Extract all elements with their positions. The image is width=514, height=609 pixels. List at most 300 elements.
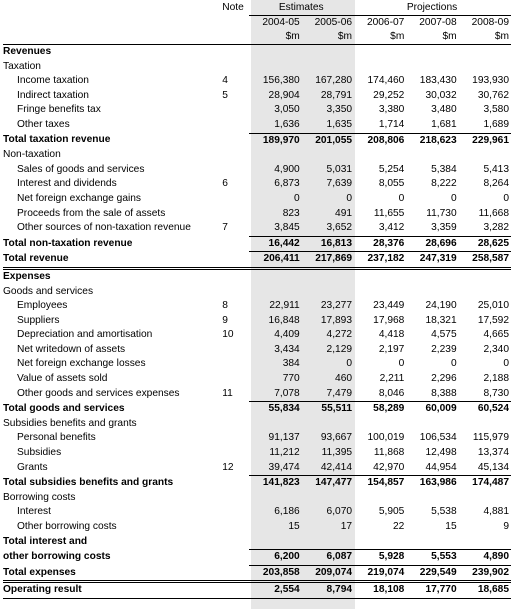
cell-value: 28,625	[459, 236, 511, 252]
cell-value	[302, 268, 354, 284]
row-label: Indirect taxation	[17, 89, 89, 101]
cell-value: 156,380	[262, 75, 300, 87]
cell-value: 39,474	[268, 461, 300, 473]
row-label: Total interest and	[3, 535, 88, 547]
cell-value: 4,272	[326, 329, 353, 341]
cell-value: 3,580	[483, 104, 509, 116]
cell-value: 106,534	[419, 432, 457, 444]
row-label: Sales of goods and services	[17, 163, 145, 175]
cell-value	[249, 417, 301, 432]
table-row	[3, 520, 511, 535]
row-note	[214, 103, 249, 118]
row-label: Net foreign exchange gains	[17, 192, 142, 204]
row-label: Taxation	[3, 60, 41, 72]
row-label: Non-taxation	[3, 149, 61, 161]
row-note	[214, 491, 249, 506]
cell-value: 11,730	[426, 207, 457, 219]
row-label: Operating result	[3, 582, 214, 599]
cell-value: 16,848	[268, 314, 300, 326]
table-row	[3, 221, 511, 236]
cell-value: 42,970	[373, 461, 405, 473]
row-label: Borrowing costs	[3, 491, 76, 503]
year-header: 2005-06	[314, 17, 353, 28]
table-row	[3, 505, 511, 520]
cell-value: 189,970	[249, 133, 301, 148]
cell-value: 6,070	[326, 506, 353, 518]
table-row	[3, 461, 511, 476]
table-row	[3, 103, 511, 118]
row-label: Subsidies	[17, 447, 62, 459]
cell-value	[249, 491, 301, 506]
cell-value: 3,050	[274, 104, 300, 116]
cell-value: 16,813	[302, 236, 354, 252]
cell-value: 823	[282, 207, 300, 219]
cell-value: 5,928	[354, 550, 406, 566]
table-row	[3, 207, 511, 222]
table-row	[3, 177, 511, 192]
row-label: Value of assets sold	[17, 373, 108, 385]
cell-value: 163,986	[406, 476, 458, 491]
cell-value: 23,277	[320, 300, 353, 312]
cell-value: 7,639	[326, 178, 353, 190]
cell-value: 5,254	[378, 163, 405, 175]
cell-value: 206,411	[249, 252, 301, 269]
cell-value: 229,549	[406, 565, 458, 582]
unit-header: $m	[459, 30, 511, 45]
cell-value: 5,553	[406, 550, 458, 566]
row-label: Total expenses	[3, 565, 214, 582]
cell-value: 28,696	[406, 236, 458, 252]
cell-value: 28,376	[354, 236, 406, 252]
cell-value: 237,182	[354, 252, 406, 269]
cell-value: 2,129	[326, 343, 353, 355]
cell-value: 29,252	[373, 89, 405, 101]
cell-value: 115,979	[472, 432, 509, 444]
table-row	[3, 535, 511, 550]
cell-value: 770	[282, 373, 300, 385]
cell-value: 1,681	[431, 118, 457, 130]
row-note	[214, 357, 249, 372]
cell-value: 6,087	[302, 550, 354, 566]
row-note: 11	[222, 387, 233, 399]
row-note	[214, 446, 249, 461]
table-row	[3, 446, 511, 461]
cell-value: 8,055	[378, 178, 405, 190]
cell-value: 147,477	[302, 476, 354, 491]
row-label: Grants	[17, 461, 48, 473]
row-note	[214, 192, 249, 207]
cell-value: 167,280	[315, 75, 353, 87]
cell-value	[459, 148, 511, 163]
cell-value	[302, 285, 354, 300]
row-note: 12	[222, 461, 234, 473]
cell-value: 384	[282, 358, 300, 370]
cell-value: 3,350	[326, 104, 353, 116]
row-note: 6	[222, 178, 228, 190]
unit-header: $m	[406, 30, 458, 45]
cell-value	[302, 491, 354, 506]
cell-value: 60,009	[406, 402, 458, 417]
row-note	[214, 550, 249, 566]
cell-value: 4,409	[274, 329, 300, 341]
cell-value	[406, 148, 458, 163]
header-estimates: Estimates	[249, 1, 354, 16]
table-row	[3, 387, 511, 402]
cell-value	[459, 60, 511, 75]
unit-header: $m	[354, 30, 406, 45]
cell-value: 44,954	[425, 461, 457, 473]
cell-value: 258,587	[459, 252, 511, 269]
cell-value	[354, 491, 406, 506]
cell-value: 91,137	[268, 432, 300, 444]
cell-value: 58,289	[354, 402, 406, 417]
cell-value: 7,078	[274, 387, 300, 399]
cell-value	[406, 491, 458, 506]
cell-value: 28,904	[268, 89, 300, 101]
table-row	[3, 236, 511, 252]
cell-value: 4,418	[378, 329, 405, 341]
table-row	[3, 118, 511, 133]
table-row	[3, 89, 511, 104]
cell-value: 42,414	[320, 461, 353, 473]
row-note	[214, 148, 249, 163]
cell-value: 5,031	[326, 163, 353, 175]
cell-value: 30,032	[425, 89, 457, 101]
cell-value	[354, 45, 406, 60]
table-row	[3, 402, 511, 417]
cell-value: 1,635	[326, 118, 353, 130]
cell-value: 55,834	[249, 402, 301, 417]
cell-value	[249, 268, 301, 284]
row-note	[214, 476, 249, 491]
row-label: Subsidies benefits and grants	[3, 417, 137, 429]
header-projections: Projections	[354, 1, 511, 16]
cell-value: 174,487	[459, 476, 511, 491]
table-row	[3, 252, 511, 269]
cell-value	[302, 45, 354, 60]
year-header: 2006-07	[366, 17, 405, 28]
cell-value: 24,190	[425, 300, 457, 312]
cell-value: 3,282	[483, 222, 509, 234]
cell-value: 219,074	[354, 565, 406, 582]
row-note	[214, 60, 249, 75]
table-row	[3, 582, 511, 599]
cell-value: 5,538	[431, 506, 457, 518]
cell-value: 4,665	[483, 329, 509, 341]
cell-value: 2,188	[483, 373, 509, 385]
cell-value: 0	[398, 192, 405, 204]
row-note	[214, 133, 249, 148]
cell-value	[354, 268, 406, 284]
table-row	[3, 60, 511, 75]
row-note	[214, 268, 249, 284]
row-label: Other taxes	[17, 119, 70, 131]
row-note: 7	[222, 222, 228, 234]
cell-value: 8,730	[483, 387, 509, 399]
table-row	[3, 417, 511, 432]
cell-value	[249, 148, 301, 163]
cell-value	[459, 268, 511, 284]
row-note	[214, 45, 249, 60]
cell-value: 491	[335, 207, 353, 219]
cell-value: 2,340	[483, 343, 509, 355]
cell-value: 13,374	[477, 447, 509, 459]
cell-value: 4,890	[459, 550, 511, 566]
cell-value: 8,222	[431, 178, 457, 190]
cell-value: 93,667	[320, 432, 353, 444]
table-row	[3, 550, 511, 566]
row-label: Total goods and services	[3, 403, 125, 414]
cell-value	[302, 60, 354, 75]
row-label: Income taxation	[17, 75, 89, 87]
cell-value	[354, 417, 406, 432]
cell-value: 17,592	[477, 314, 509, 326]
table-row	[3, 476, 511, 491]
year-header: 2008-09	[471, 17, 509, 28]
cell-value	[459, 535, 511, 550]
table-row	[3, 45, 511, 60]
operating-statement-table	[3, 1, 511, 599]
row-label: Other sources of non-taxation revenue	[17, 222, 191, 234]
cell-value: 208,806	[354, 133, 406, 148]
cell-value: 12,498	[425, 447, 457, 459]
cell-value	[249, 285, 301, 300]
cell-value: 0	[398, 358, 405, 370]
table-row	[3, 343, 511, 358]
cell-value: 15	[445, 521, 457, 532]
row-label: Total non-taxation revenue	[3, 237, 133, 249]
cell-value	[406, 45, 458, 60]
row-note	[214, 207, 249, 222]
cell-value: 8,388	[431, 387, 457, 399]
cell-value: 17,770	[406, 582, 458, 599]
table-row	[3, 299, 511, 314]
cell-value: 218,623	[406, 133, 458, 148]
cell-value: 7,479	[326, 387, 353, 399]
cell-value: 3,434	[274, 343, 300, 355]
cell-value: 5,905	[378, 506, 405, 518]
cell-value	[249, 60, 301, 75]
row-note	[214, 402, 249, 417]
cell-value: 6,873	[274, 178, 300, 190]
table-row	[3, 163, 511, 178]
cell-value: 460	[335, 373, 353, 385]
table-row	[3, 74, 511, 89]
unit-header: $m	[302, 30, 354, 45]
table-row	[3, 328, 511, 343]
cell-value: 2,197	[378, 343, 405, 355]
cell-value: 11,212	[269, 447, 300, 459]
row-label: Other goods and services expenses	[17, 387, 180, 399]
cell-value: 16,442	[249, 236, 301, 252]
cell-value: 0	[346, 358, 353, 370]
row-note: 4	[222, 75, 228, 87]
cell-value: 5,384	[431, 163, 457, 175]
table-row	[3, 148, 511, 163]
cell-value	[459, 45, 511, 60]
table-row	[3, 491, 511, 506]
row-label: Total subsidies benefits and grants	[3, 476, 174, 488]
cell-value: 1,636	[274, 118, 300, 130]
cell-value	[249, 535, 301, 550]
cell-value	[406, 417, 458, 432]
table-row	[3, 285, 511, 300]
cell-value: 0	[346, 192, 353, 204]
row-note: 10	[222, 329, 234, 341]
row-note	[214, 163, 249, 178]
cell-value: 30,762	[477, 89, 509, 101]
cell-value: 4,575	[431, 329, 457, 341]
row-label: Fringe benefits tax	[17, 104, 101, 116]
year-header: 2007-08	[419, 17, 457, 28]
row-note: 5	[222, 89, 228, 101]
cell-value: 8,264	[483, 178, 509, 190]
row-note	[214, 372, 249, 387]
cell-value	[302, 417, 354, 432]
row-note	[214, 252, 249, 269]
row-label: Proceeds from the sale of assets	[17, 207, 166, 219]
row-note	[214, 582, 249, 599]
row-label: other borrowing costs	[3, 551, 111, 563]
table-row	[3, 357, 511, 372]
row-note	[214, 343, 249, 358]
row-label: Expenses	[3, 270, 51, 282]
header-note: Note	[222, 2, 244, 14]
row-label: Other borrowing costs	[17, 521, 117, 532]
cell-value: 11,668	[478, 207, 509, 219]
row-label: Suppliers	[17, 314, 60, 326]
cell-value: 17	[340, 521, 353, 532]
row-note	[214, 431, 249, 446]
table-row	[3, 372, 511, 387]
row-label: Total revenue	[3, 252, 214, 269]
cell-value: 100,019	[367, 432, 405, 444]
cell-value: 174,460	[367, 75, 405, 87]
cell-value: 203,858	[249, 565, 301, 582]
cell-value: 23,449	[373, 300, 405, 312]
row-note	[214, 417, 249, 432]
cell-value	[354, 535, 406, 550]
cell-value: 60,524	[459, 402, 511, 417]
cell-value: 8,794	[302, 582, 354, 599]
table-row	[3, 268, 511, 284]
cell-value: 0	[503, 192, 509, 204]
cell-value: 3,412	[378, 222, 405, 234]
cell-value: 2,296	[431, 373, 457, 385]
cell-value: 141,823	[249, 476, 301, 491]
row-label: Total taxation revenue	[3, 134, 111, 146]
cell-value: 8,046	[378, 387, 405, 399]
year-header: 2004-05	[262, 17, 300, 28]
cell-value: 201,055	[302, 133, 354, 148]
cell-value: 217,869	[302, 252, 354, 269]
cell-value	[459, 285, 511, 300]
cell-value: 3,380	[378, 104, 405, 116]
cell-value: 1,714	[378, 118, 405, 130]
table-row	[3, 565, 511, 582]
cell-value	[354, 148, 406, 163]
cell-value: 18,685	[459, 582, 511, 599]
row-note: 8	[222, 300, 228, 312]
cell-value: 22	[392, 521, 405, 532]
cell-value	[354, 60, 406, 75]
cell-value: 11,868	[373, 447, 405, 459]
header-blank	[3, 1, 214, 16]
cell-value: 229,961	[459, 133, 511, 148]
cell-value: 2,211	[379, 373, 405, 385]
cell-value: 183,430	[419, 75, 457, 87]
row-label: Revenues	[3, 46, 52, 57]
cell-value: 18,108	[354, 582, 406, 599]
cell-value: 11,655	[373, 207, 405, 219]
cell-value: 17,968	[373, 314, 405, 326]
cell-value: 6,200	[249, 550, 301, 566]
row-note	[214, 520, 249, 535]
cell-value: 18,321	[425, 314, 457, 326]
cell-value	[406, 535, 458, 550]
cell-value: 17,893	[320, 314, 353, 326]
cell-value: 45,134	[477, 461, 509, 473]
cell-value: 239,902	[459, 565, 511, 582]
cell-value: 2,239	[431, 343, 457, 355]
cell-value: 0	[503, 358, 509, 370]
cell-value: 55,511	[302, 402, 354, 417]
row-note	[214, 285, 249, 300]
cell-value: 0	[450, 358, 457, 370]
cell-value: 3,845	[274, 222, 300, 234]
cell-value	[354, 285, 406, 300]
cell-value: 28,791	[320, 89, 353, 101]
cell-value	[302, 535, 354, 550]
cell-value	[302, 148, 354, 163]
row-label: Interest	[17, 506, 51, 518]
cell-value: 3,359	[431, 222, 457, 234]
table-row	[3, 133, 511, 148]
cell-value: 5,413	[483, 163, 509, 175]
cell-value: 6,186	[274, 506, 300, 518]
table-row	[3, 192, 511, 207]
cell-value: 11,395	[321, 447, 353, 459]
cell-value: 3,480	[431, 104, 457, 116]
cell-value: 0	[294, 192, 300, 204]
row-label: Personal benefits	[17, 432, 96, 444]
row-label: Employees	[17, 300, 68, 312]
cell-value: 15	[288, 521, 300, 532]
cell-value: 2,554	[249, 582, 301, 599]
row-note	[214, 118, 249, 133]
unit-header: $m	[249, 30, 301, 45]
row-label: Goods and services	[3, 285, 94, 297]
cell-value: 209,074	[302, 565, 354, 582]
row-note: 9	[222, 314, 228, 326]
cell-value	[249, 45, 301, 60]
row-label: Interest and dividends	[17, 178, 117, 190]
row-note	[214, 505, 249, 520]
cell-value: 4,900	[274, 163, 300, 175]
row-note	[214, 236, 249, 252]
cell-value: 0	[450, 192, 457, 204]
cell-value: 22,911	[269, 300, 300, 312]
cell-value: 9	[503, 521, 509, 532]
table-row	[3, 431, 511, 446]
cell-value: 4,881	[483, 506, 509, 518]
row-note	[214, 535, 249, 550]
cell-value: 193,930	[472, 75, 509, 87]
cell-value: 3,652	[326, 222, 353, 234]
cell-value: 247,319	[406, 252, 458, 269]
table-row	[3, 314, 511, 329]
cell-value: 25,010	[477, 300, 509, 312]
